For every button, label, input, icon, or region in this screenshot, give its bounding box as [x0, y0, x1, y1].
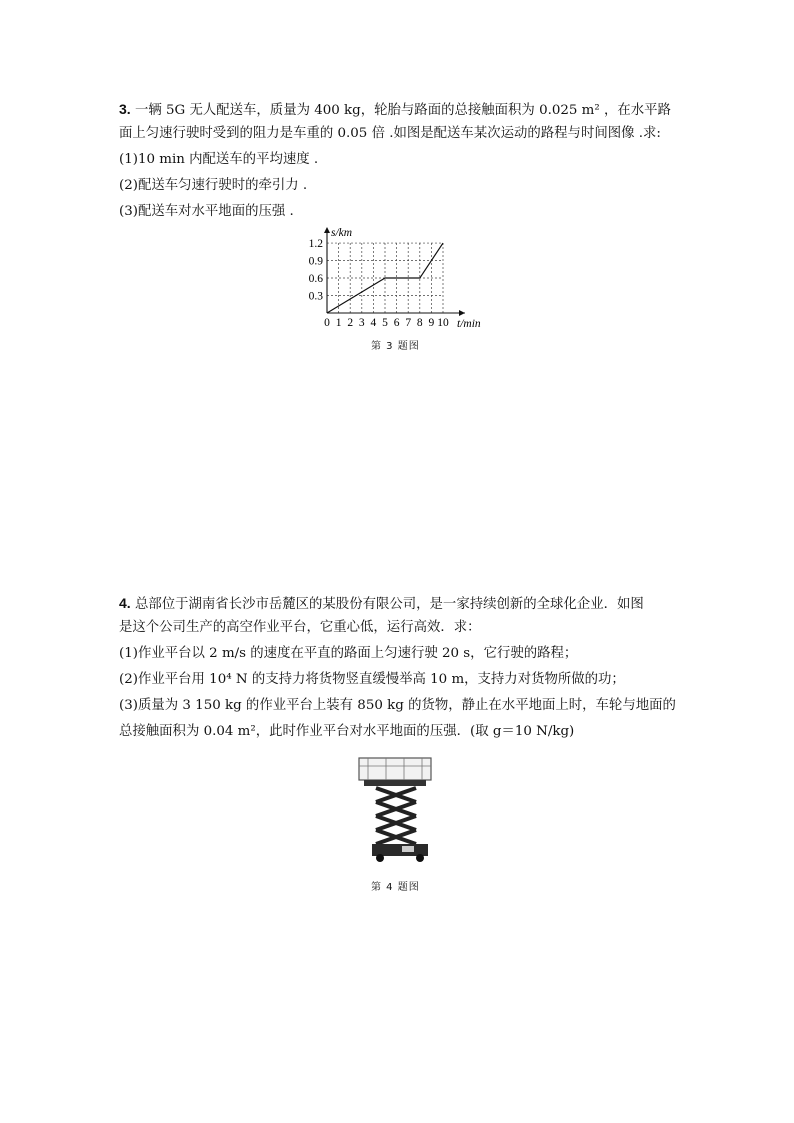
x-tick-label: 0	[324, 317, 330, 329]
q3-number: 3.	[119, 101, 131, 117]
q4-line-1	[119, 594, 644, 614]
q4-line-2: 是这个公司生产的高空作业平台，它重心低，运行高效．求：	[119, 620, 481, 635]
y-axis-arrow	[324, 227, 330, 233]
q3-caption: 第 3 题图	[371, 341, 420, 352]
q4-part-3: (3)质量为 3 150 kg 的作业平台上装有 850 kg 的货物，静止在水平地面上时，车轮与地面的	[119, 698, 676, 713]
s-t-chart	[296, 224, 496, 336]
q3-line-2: 面上匀速行驶时受到的阻力是车重的 0.05 倍 .如图是配送车某次运动的路程与时间图像 .求:	[119, 126, 661, 141]
y-tick-label: 0.6	[308, 273, 323, 286]
x-tick-label: 3	[358, 317, 365, 329]
q3-part-1: (1)10 min 内配送车的平均速度 .	[119, 152, 319, 167]
q4-part-2: (2)作业平台用 10⁴ N 的支持力将货物竖直缓慢举高 10 m，支持力对货物所做的功；	[119, 672, 625, 687]
q4-caption: 第 4 题图	[371, 882, 420, 893]
q4-part-3-cont: 总接触面积为 0.04 m²，此时作业平台对水平地面的压强．(取 g＝10 N/kg)	[119, 724, 575, 739]
q4-number: 4.	[119, 595, 131, 611]
q3-part-2: (2)配送车匀速行驶时的牵引力 .	[119, 178, 308, 193]
q3-line-1	[119, 100, 671, 120]
y-axis-label: s/km	[331, 227, 353, 239]
x-axis-arrow	[459, 310, 465, 316]
q4-part-1: (1)作业平台以 2 m/s 的速度在平直的路面上匀速行驶 20 s，它行驶的路程；	[119, 646, 578, 661]
y-tick-label: 0.3	[308, 290, 323, 303]
x-tick-label: 2	[347, 317, 354, 329]
x-tick-label: 4	[370, 317, 377, 329]
scissor-lift-image	[356, 754, 436, 864]
q3-part-3: (3)配送车对水平地面的压强 .	[119, 204, 294, 219]
q3-text-1: 一辆 5G 无人配送车，质量为 400 kg，轮胎与路面的总接触面积为 0.025 m² ，在水平路	[134, 103, 671, 118]
x-tick-label: 9	[428, 317, 435, 329]
q4-text-1: 总部位于湖南省长沙市岳麓区的某股份有限公司，是一家持续创新的全球化企业．如图	[134, 597, 644, 612]
x-tick-label: 5	[382, 317, 388, 329]
y-tick-label: 1.2	[308, 238, 323, 251]
y-tick-label: 0.9	[308, 255, 323, 268]
x-axis-label: t/min	[457, 318, 481, 330]
x-tick-label: 7	[405, 317, 412, 329]
x-tick-label: 8	[416, 317, 423, 329]
x-tick-label: 6	[393, 317, 400, 329]
x-tick-label: 10	[437, 317, 449, 329]
x-tick-label: 1	[335, 317, 342, 329]
